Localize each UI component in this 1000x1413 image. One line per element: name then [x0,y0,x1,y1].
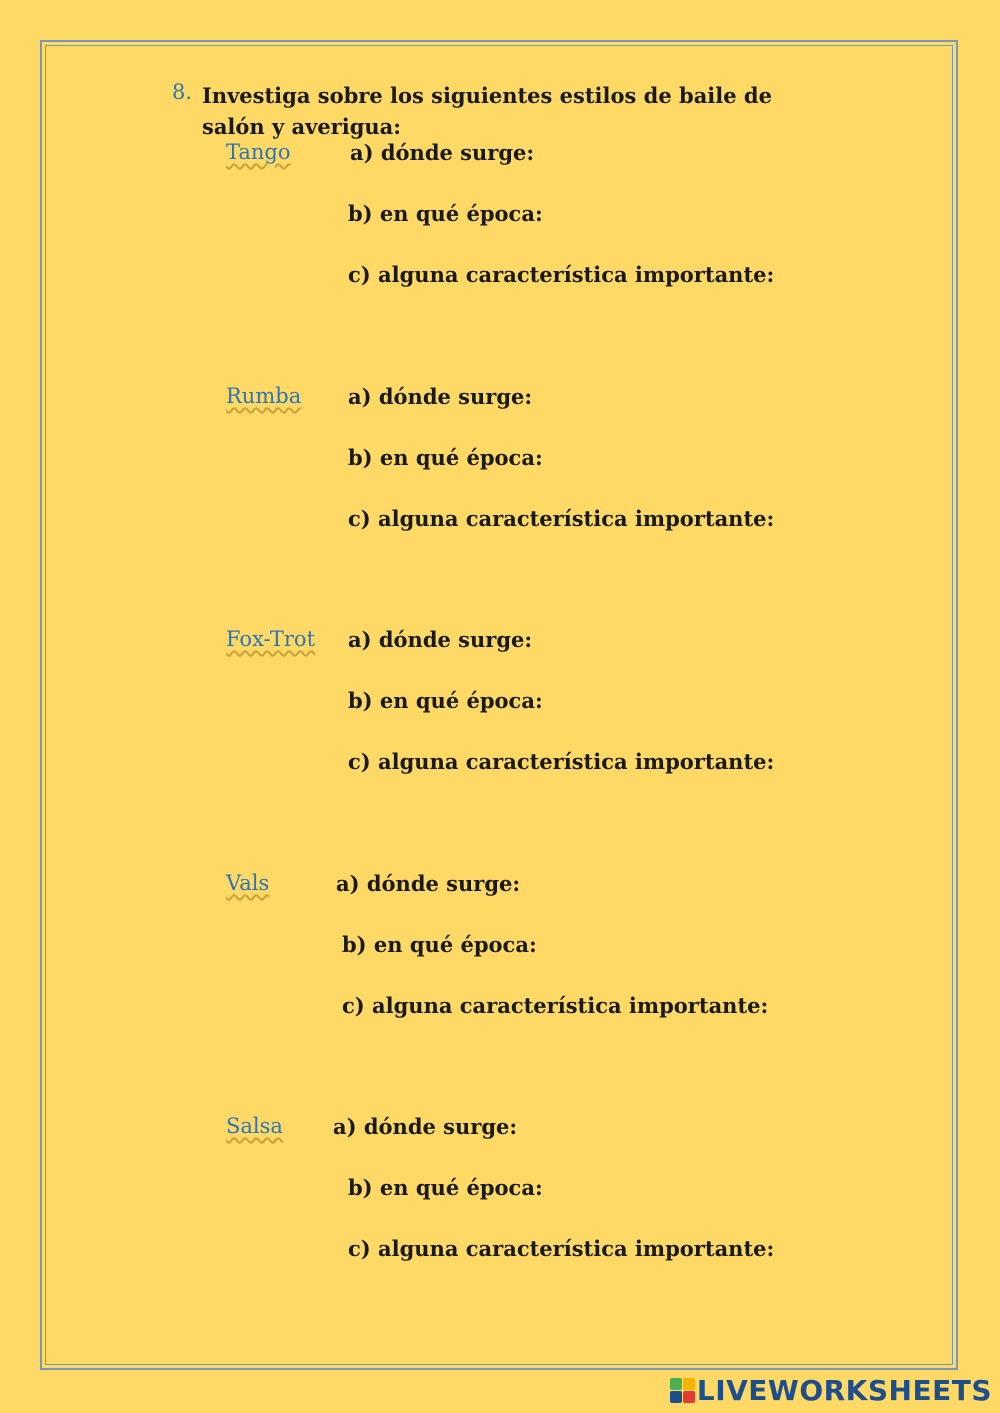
salsa-when: b) en qué época: [348,1175,543,1200]
vals-where: a) dónde surge: [336,871,521,896]
dance-name-tango: Tango [226,140,291,164]
liveworksheets-logo-icon [670,1378,695,1403]
dance-name-salsa: Salsa [226,1114,283,1138]
dance-name-vals: Vals [226,871,270,895]
rumba-when: b) en qué época: [348,445,543,470]
foxtrot-feature: c) alguna característica importante: [348,749,775,774]
watermark-text: LIVEWORKSHEETS [696,1374,992,1407]
liveworksheets-watermark [670,1374,992,1407]
vals-feature: c) alguna característica importante: [342,993,769,1018]
salsa-where: a) dónde surge: [333,1114,518,1139]
foxtrot-when: b) en qué época: [348,688,543,713]
rumba-where: a) dónde surge: [348,384,533,409]
dance-name-fox-trot: Fox-Trot [226,627,316,651]
question-text: Investiga sobre los siguientes estilos de baile de salón y averigua: [202,83,772,139]
tango-feature: c) alguna característica importante: [348,262,775,287]
tango-where: a) dónde surge: [350,140,535,165]
rumba-feature: c) alguna característica importante: [348,506,775,531]
vals-when: b) en qué época: [342,932,537,957]
foxtrot-where: a) dónde surge: [348,627,533,652]
question-number: 8. [172,80,193,104]
dance-name-rumba: Rumba [226,384,302,408]
tango-when: b) en qué época: [348,201,543,226]
salsa-feature: c) alguna característica importante: [348,1236,775,1261]
